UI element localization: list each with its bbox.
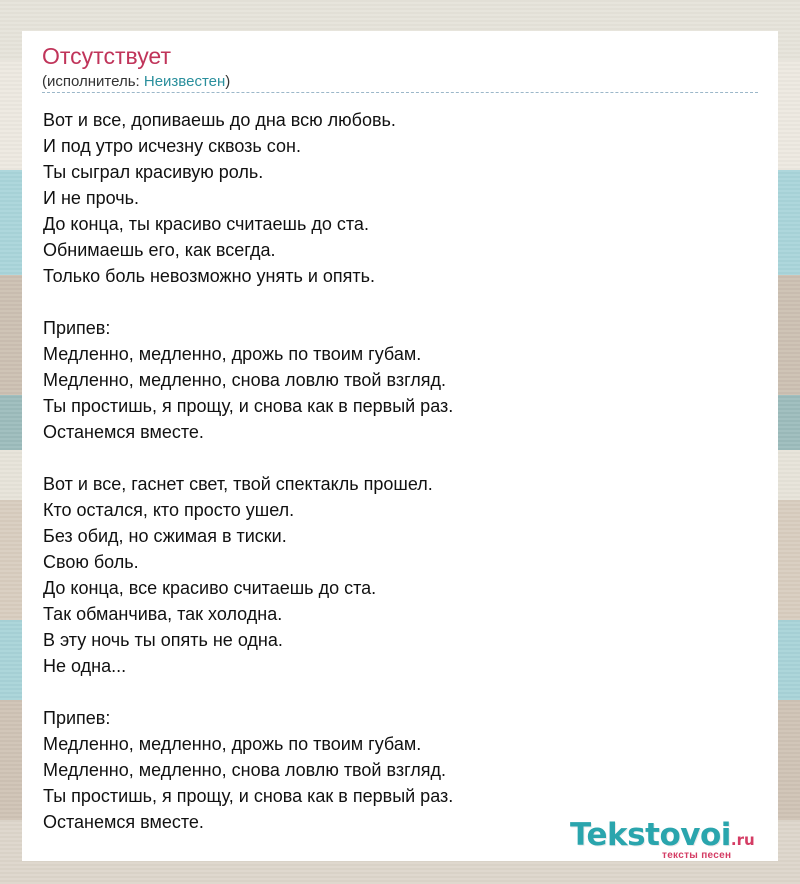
logo-tld: .ru [730, 831, 755, 849]
stanza-gap [43, 679, 453, 705]
title-divider [42, 92, 758, 93]
lyric-line: Только боль невозможно унять и опять. [43, 266, 376, 286]
lyric-line: Медленно, медленно, снова ловлю твой взгляд. [43, 370, 447, 390]
lyric-line: Вот и все, допиваешь до дна всю любовь. [43, 110, 396, 130]
lyric-line: Кто остался, кто просто ушел. [43, 500, 295, 520]
lyric-line: Так обманчива, так холодна. [43, 604, 283, 624]
artist-link[interactable]: Неизвестен [143, 73, 226, 90]
site-logo[interactable] [570, 817, 780, 859]
logo-tagline: тексты песен [662, 850, 732, 861]
stanza-gap [43, 289, 453, 315]
lyric-line: Медленно, медленно, дрожь по твоим губам. [43, 344, 422, 364]
lyric-line: В эту ночь ты опять не одна. [43, 630, 283, 650]
lyric-line: Медленно, медленно, дрожь по твоим губам. [43, 734, 422, 754]
lyric-line: Ты простишь, я прощу, и снова как в первый раз. [43, 396, 454, 416]
lyric-line: И под утро исчезну сквозь сон. [43, 136, 301, 156]
chorus-label: Припев: [43, 708, 111, 728]
lyric-line: Не одна... [43, 656, 127, 676]
song-title: Отсутствует [42, 43, 171, 69]
lyrics-card [22, 31, 778, 861]
artist-suffix: ) [225, 73, 231, 90]
lyric-line: Медленно, медленно, снова ловлю твой взгляд. [43, 760, 447, 780]
lyric-line: Ты простишь, я прощу, и снова как в первый раз. [43, 786, 454, 806]
lyric-line: До конца, все красиво считаешь до ста. [43, 578, 377, 598]
logo-name: Tekstovoi [570, 817, 731, 853]
lyric-line: Обнимаешь его, как всегда. [43, 240, 276, 260]
lyric-line: Останемся вместе. [43, 422, 204, 442]
lyrics-body [43, 107, 453, 835]
lyric-line: Без обид, но сжимая в тиски. [43, 526, 287, 546]
lyric-line: Вот и все, гаснет свет, твой спектакль прошел. [43, 474, 433, 494]
stanza-gap [43, 445, 453, 471]
lyric-line: Свою боль. [43, 552, 139, 572]
lyric-line: Останемся вместе. [43, 812, 204, 832]
artist-prefix: (исполнитель: [42, 73, 144, 90]
lyric-line: И не прочь. [43, 188, 140, 208]
chorus-label: Припев: [43, 318, 111, 338]
lyric-line: До конца, ты красиво считаешь до ста. [43, 214, 369, 234]
artist-line [42, 73, 230, 90]
lyric-line: Ты сыграл красивую роль. [43, 162, 264, 182]
